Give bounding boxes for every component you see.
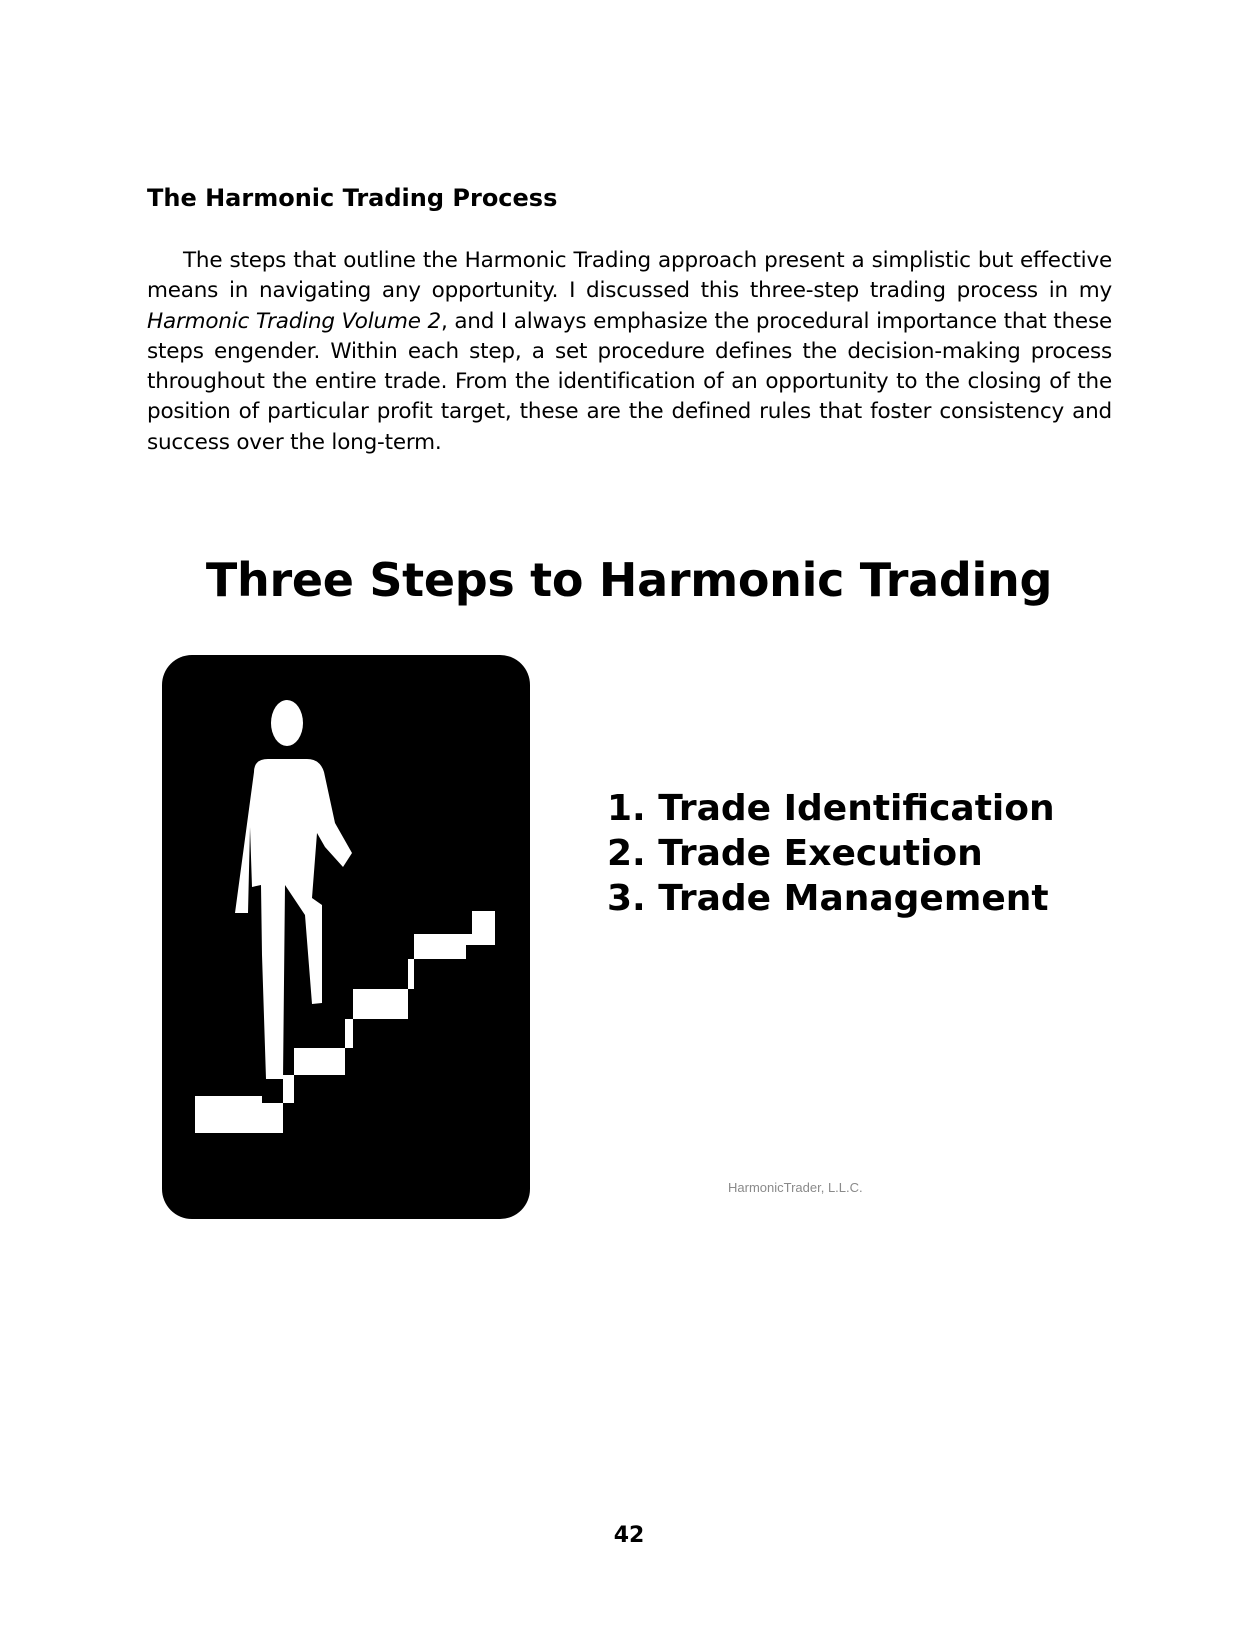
steps-list	[607, 786, 1055, 921]
page-number: 42	[613, 1523, 645, 1548]
step-item-execution: 2. Trade Execution	[607, 833, 983, 874]
copyright-caption: HarmonicTrader, L.L.C.	[728, 1180, 863, 1195]
step-item-identification: 1. Trade Identification	[607, 788, 1055, 829]
section-heading: The Harmonic Trading Process	[147, 184, 558, 212]
figure-title: Three Steps to Harmonic Trading	[205, 553, 1053, 607]
body-paragraph	[147, 246, 1112, 458]
person-climbing-stairs-icon	[162, 655, 530, 1219]
step-item-management: 3. Trade Management	[607, 878, 1049, 919]
book-title-italic: Harmonic Trading Volume 2	[147, 308, 441, 334]
paragraph-text-end: , and I always emphasize the procedural importance that these steps engender. Within each step, a set procedure defines the decision-making process throughout the entire trade. From the identification of an opportunity to the closing of the position of particular profit target, these are the defined rules that foster consistency and success over the long-term.	[147, 308, 1112, 455]
paragraph-text-start: The steps that outline the Harmonic Trading approach present a simplistic but effective means in navigating any opportunity. I discussed this three-step trading process in my	[147, 248, 1112, 304]
person-head	[271, 700, 303, 746]
